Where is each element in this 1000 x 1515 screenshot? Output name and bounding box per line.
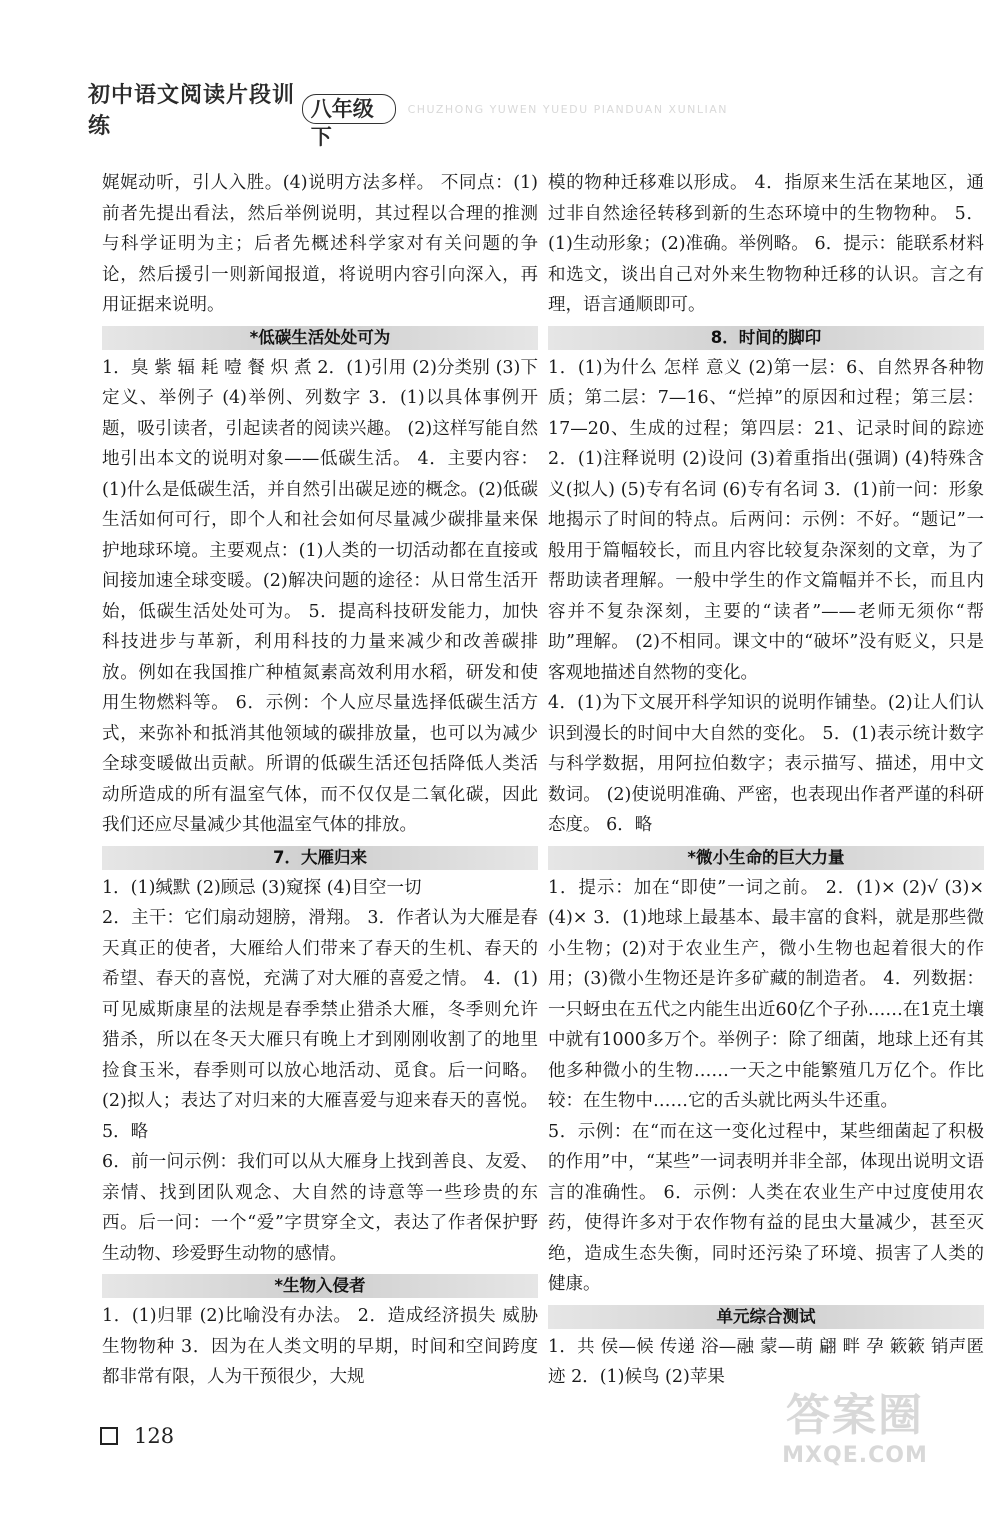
section-heading: *微小生命的巨大力量 [548,846,984,870]
paragraph: 2．主干：它们扇动翅膀，滑翔。 3．作者认为大雁是春天真正的使者，大雁给人们带来了春天的生机、春天的希望、春天的喜悦，充满了对大雁的喜爱之情。 4．(1)可见威斯康星的法规是春季禁止猎杀大雁，冬季则允许猎杀，所以在冬天大雁只有晚上才到刚刚收割了的地里捡食玉米，春季则可以放心地活动、觅食。后一问略。 (2)拟人；表达了对归来的大雁喜爱与迎来春天的喜悦。 5．略 [102,908,538,1142]
paragraph: 1．(1)归罪 (2)比喻没有办法。 2．造成经济损失 威胁生物物种 3．因为在人类文明的早期，时间和空间跨度都非常有限，人为干预很少，大规 [102,1306,538,1387]
watermark-logo: 答案圈 [786,1390,924,1441]
paragraph: 5．示例：在“而在这一变化过程中，某些细菌起了积极的作用”中，“某些”一词表明并非全部，体现出说明文语言的准确性。 6．示例：人类在农业生产中过度使用农药，使得许多对于农作物有益的昆虫大量减少，甚至灭绝，造成生态失衡，同时还污染了环境、损害了人类的健康。 [548,1121,984,1294]
paragraph: 1．提示：加在“即使”一词之前。 2．(1)× (2)√ (3)× (4)× 3．(1)地球上最基本、最丰富的食料，就是那些微小生物；(2)对于农业生产，微小生物也起着很大的作用；(3)微小生物还是许多矿藏的制造者。 4．列数据：一只蚜虫在五代之内能生出近60亿个子孙……在1克土壤中就有1000多万个。举例子：除了细菌，地球上还有其他多种微小的生物……一天之中能繁殖几万亿个。作比较：在生物中……它的舌头就比两头牛还重。 [548,877,984,1111]
left-column [102,168,538,1393]
pinyin-subtitle: CHUZHONG YUWEN YUEDU PIANDUAN XUNLIAN [407,102,728,116]
paragraph: 1．共 侯—候 传递 浴—融 蒙—萌 翩 畔 孕 簌簌 销声匿迹 2．(1)候鸟 (2)苹果 [548,1336,984,1387]
grade-label: 八年级下 [302,94,396,124]
right-column [548,168,984,1393]
square-icon [100,1427,118,1445]
section-heading: *生物入侵者 [102,1274,538,1298]
section-heading: *低碳生活处处可为 [102,326,538,350]
paragraph: 4．(1)为下文展开科学知识的说明作铺垫。(2)让人们认识到漫长的时间中大自然的变化。 5．(1)表示统计数字与科学数据，用阿拉伯数字；表示描写、描述，用中文数词。 (2)使说明准确、严密，也表现出作者严谨的科研态度。 6．略 [548,693,984,835]
paragraph: 模的物种迁移难以形成。 4．指原来生活在某地区，通过非自然途径转移到新的生态环境中的生物物种。 5．(1)生动形象；(2)准确。举例略。 6．提示：能联系材料和选文，谈出自己对外来生物物种迁移的认识。言之有理，语言通顺即可。 [548,173,984,315]
paragraph: 娓娓动听，引人入胜。(4)说明方法多样。 不同点：(1)前者先提出看法，然后举例说明，其过程以合理的推测与科学证明为主；后者先概述科学家对有关问题的争论，然后援引一则新闻报道，将说明内容引向深入，再用证据来说明。 [102,173,538,315]
paragraph: 1．(1)为什么 怎样 意义 (2)第一层：6、自然界各种物质；第二层：7—16、“烂掉”的原因和过程；第三层：17—20、生成的过程；第四层：21、记录时间的踪迹 2．(1)注释说明 (2)设问 (3)着重指出(强调) (4)特殊含义(拟人) (5)专有名词 (6)专有名词 3．(1)前一问：形象地揭示了时间的特点。后两问：示例：不好。“题记”一般用于篇幅较长，而且内容比较复杂深刻的文章，为了帮助读者理解。一般中学生的作文篇幅并不长，而且内容并不复杂深刻，主要的“读者”——老师无须你“帮助”理解。 (2)不相同。课文中的“破坏”没有贬义，只是客观地描述自然物的变化。 [548,357,984,683]
watermark [750,1379,960,1489]
running-header [88,83,728,149]
page-footer [100,1424,174,1448]
paragraph: 1．臭 紫 辐 耗 噎 餐 炽 煮 2．(1)引用 (2)分类别 (3)下定义、举例子 (4)举例、列数字 3．(1)以具体事例开题，吸引读者，引起读者的阅读兴趣。 (2)这样写能自然地引出本文的说明对象——低碳生活。 4．主要内容：(1)什么是低碳生活，并自然引出碳足迹的概念。(2)低碳生活如何可行，即个人和社会如何尽量减少碳排量来保护地球环境。主要观点：(1)人类的一切活动都在直接或间接加速全球变暖。(2)解决问题的途径：从日常生活开始，低碳生活处处可为。 5．提高科技研发能力，加快科技进步与革新，利用科技的力量来减少和改善碳排放。例如在我国推广种植氮素高效利用水稻，研发和使用生物燃料等。 6．示例：个人应尽量选择低碳生活方式，来弥补和抵消其他领域的碳排放量，也可以为减少全球变暖做出贡献。所谓的低碳生活还包括降低人类活动所造成的所有温室气体，而不仅仅是二氧化碳，因此我们还应尽量减少其他温室气体的排放。 [102,357,538,835]
book-title: 初中语文阅读片段训练 [88,83,296,139]
page-number: 128 [134,1424,175,1448]
watermark-url: MXQE.COM [782,1443,928,1468]
paragraph: 1．(1)缄默 (2)顾忌 (3)窥探 (4)目空一切 [102,877,422,898]
section-heading: 8．时间的脚印 [548,326,984,350]
section-heading: 单元综合测试 [548,1305,984,1329]
section-heading: 7．大雁归来 [102,846,538,870]
paragraph: 6．前一问示例：我们可以从大雁身上找到善良、友爱、亲情、找到团队观念、大自然的诗意等一些珍贵的东西。后一问：一个“爱”字贯穿全文，表达了作者保护野生动物、珍爱野生动物的感情。 [102,1152,538,1264]
